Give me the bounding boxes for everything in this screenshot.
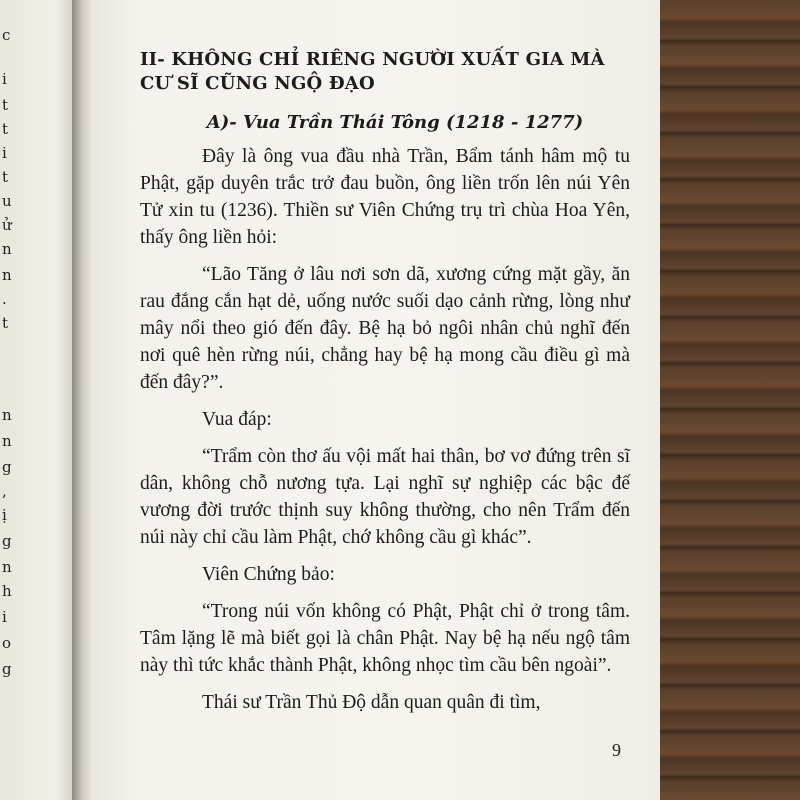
paragraph: “Lão Tăng ở lâu nơi sơn dã, xương cứng mặt gầy, ăn rau đắng cắn hạt dẻ, uống nước suối dạo cảnh rừng, lòng như mây nổi theo gió đến đây. Bệ hạ bỏ ngôi nhân chủ nghĩ đến nơi quê hèn rừng núi, chẳng hay bệ hạ mong cầu điều gì mà đến đây?”. <box>140 264 630 393</box>
left-page-fragment: n <box>2 432 12 450</box>
left-page-fragment: n <box>2 558 12 576</box>
section-heading <box>140 48 630 96</box>
left-page-fragment: g <box>2 532 12 550</box>
left-page-fragment: t <box>2 314 9 332</box>
left-page-fragment: u <box>2 192 12 210</box>
page-content <box>140 48 630 726</box>
left-page-fragment: t <box>2 96 9 114</box>
left-page-fragment: h <box>2 582 12 600</box>
section-heading-line: II- KHÔNG CHỈ RIÊNG NGƯỜI XUẤT GIA MÀ <box>140 49 605 70</box>
page-number: 9 <box>612 740 621 760</box>
paragraph: Vua đáp: <box>202 409 272 430</box>
paragraph: “Trẩm còn thơ ấu vội mất hai thân, bơ vơ đứng trên sĩ dân, không chỗ nương tựa. Lại nghĩ sự nghiệp các bậc đế vương đời trước thịnh suy không thường, cho nên Trẩm đến núi này chỉ cầu làm Phật, chớ không cầu gì khác”. <box>140 446 630 548</box>
paragraph: Viên Chứng bảo: <box>202 564 335 585</box>
left-page-fragment: i <box>2 608 7 626</box>
paragraph: “Trong núi vốn không có Phật, Phật chỉ ở trong tâm. Tâm lặng lẽ mà biết gọi là chân Phật. Nay bệ hạ nếu ngộ tâm này thì tức khắc thành Phật, không nhọc tìm cầu bên ngoài”. <box>140 601 630 676</box>
left-page-fragment: g <box>2 458 12 476</box>
left-page-fragment: o <box>2 634 12 652</box>
left-page-fragment: ị <box>2 506 7 524</box>
wood-background <box>640 0 800 800</box>
left-page-fragment: g <box>2 660 12 678</box>
left-page-fragment: i <box>2 144 7 162</box>
left-page-fragment: n <box>2 266 12 284</box>
left-page-fragment: , <box>2 482 7 500</box>
left-page-fragment: c <box>2 26 11 44</box>
paragraph: Thái sư Trần Thủ Độ dẫn quan quân đi tìm, <box>202 692 541 713</box>
left-page-fragment: t <box>2 168 9 186</box>
left-page-fragment: . <box>2 290 7 308</box>
left-page-fragment: n <box>2 406 12 424</box>
left-page-fragment: i <box>2 70 7 88</box>
previous-page-edge <box>0 0 78 800</box>
paragraph: Đây là ông vua đầu nhà Trần, Bẩm tánh hâm mộ tu Phật, gặp duyên trắc trở đau buồn, ông liền trốn lên núi Yên Tử xin tu (1236). Thiền sư Viên Chứng trụ trì chùa Hoa Yên, thấy ông liền hỏi: <box>140 146 630 248</box>
left-page-fragment: n <box>2 240 12 258</box>
subsection-heading: A)- Vua Trần Thái Tông (1218 - 1277) <box>206 112 584 133</box>
book-gutter <box>72 0 94 800</box>
section-heading-line: CƯ SĨ CŨNG NGỘ ĐẠO <box>140 73 375 94</box>
left-page-fragment: t <box>2 120 9 138</box>
left-page-fragment: ử <box>2 216 12 234</box>
